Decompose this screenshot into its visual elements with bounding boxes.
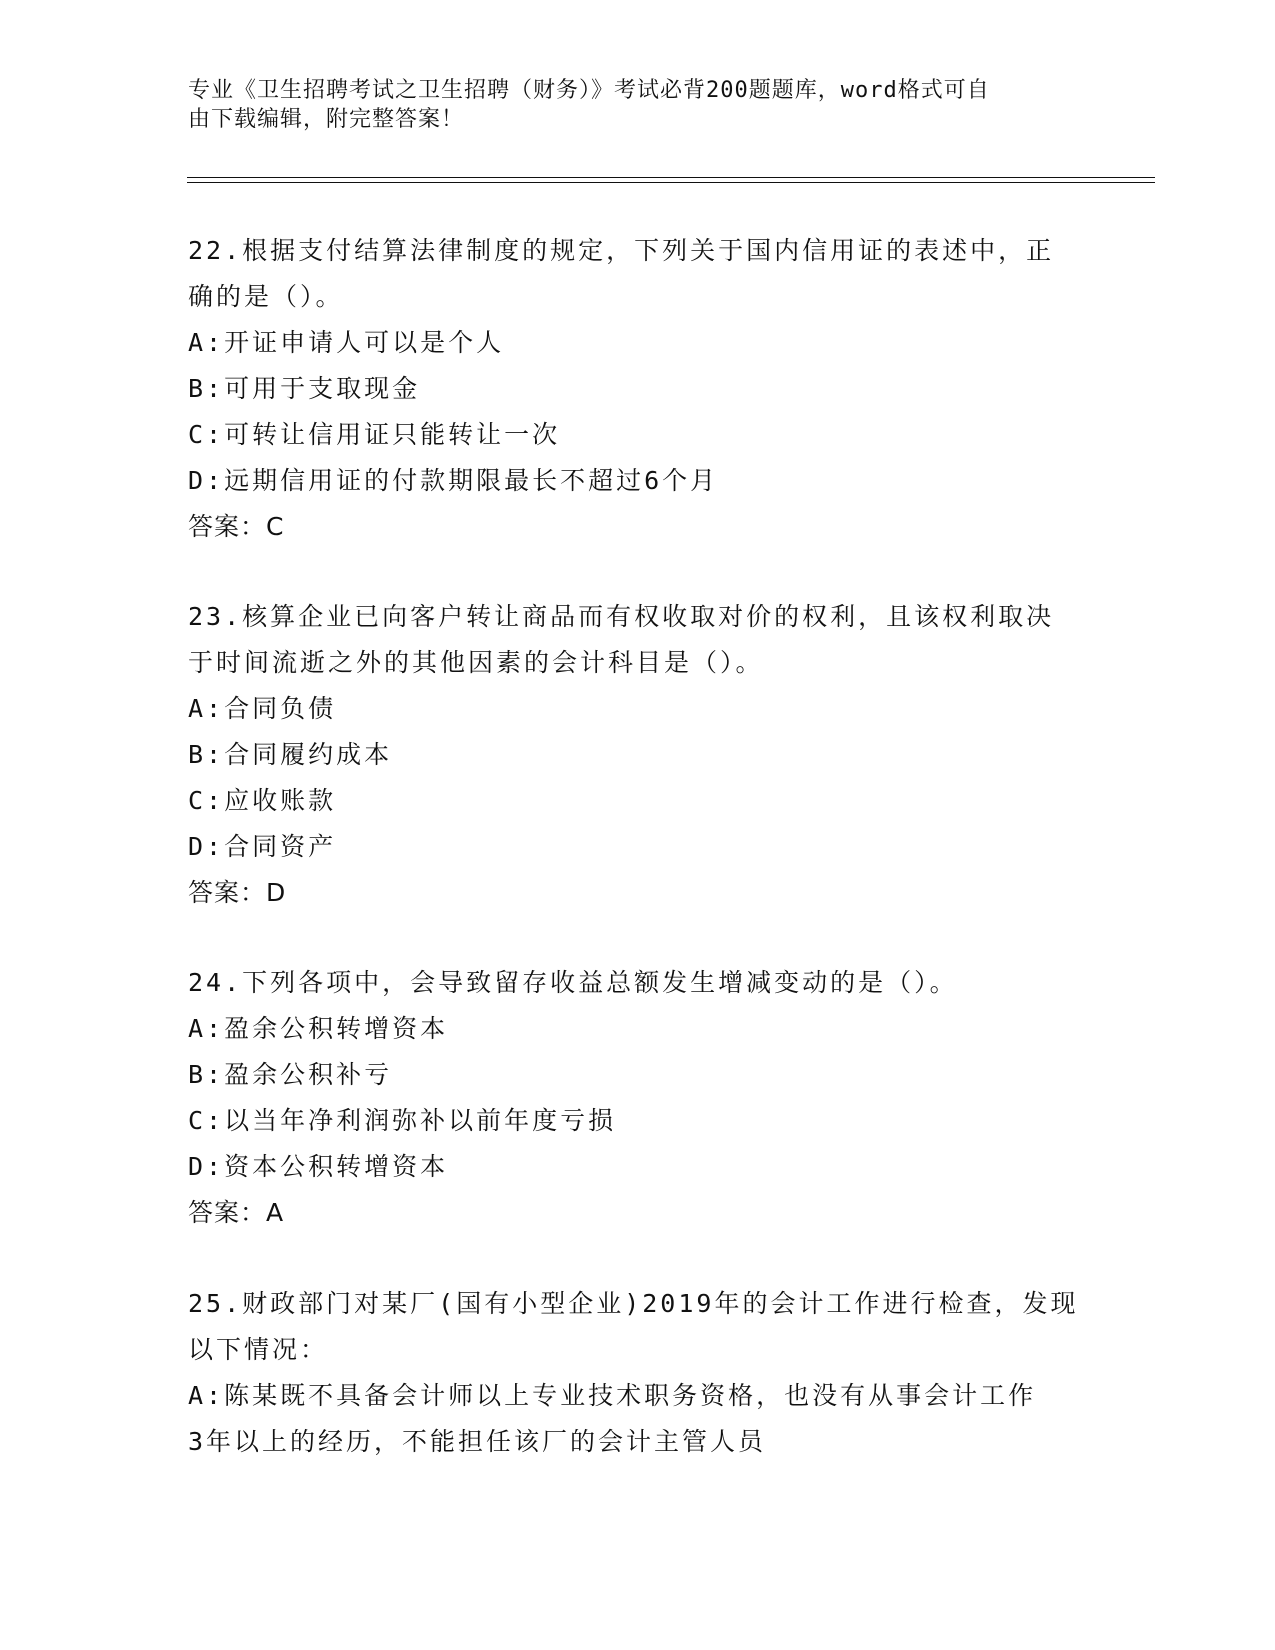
document-header [188,76,1068,134]
option-c: C:应收账款 [188,786,337,815]
option-b: B:合同履约成本 [188,740,393,769]
option-c: C:以当年净利润弥补以前年度亏损 [188,1106,617,1135]
option-d: D:远期信用证的付款期限最长不超过6个月 [188,466,719,495]
option-c: C:可转让信用证只能转让一次 [188,420,561,449]
option-d: D:资本公积转增资本 [188,1152,449,1181]
header-divider [187,182,1155,183]
question-22 [188,228,1088,550]
option-a: A:合同负债 [188,694,337,723]
question-stem: 以下情况： [188,1335,329,1364]
question-24 [188,960,1088,1236]
header-line: 专业《卫生招聘考试之卫生招聘（财务）》考试必背200题题库，word格式可自 [188,78,990,103]
option-a: A:陈某既不具备会计师以上专业技术职务资格，也没有从事会计工作 [188,1381,1037,1410]
answer: 答案：D [188,878,287,907]
question-stem: 确的是（）。 [188,282,344,311]
question-stem: 22.根据支付结算法律制度的规定，下列关于国内信用证的表述中，正 [188,236,1055,265]
question-25 [188,1281,1088,1465]
option-d: D:合同资产 [188,832,337,861]
option-a: A:开证申请人可以是个人 [188,328,505,357]
question-23 [188,594,1088,916]
answer: 答案：A [188,1198,285,1227]
question-stem: 24.下列各项中，会导致留存收益总额发生增减变动的是（）。 [188,968,958,997]
option-b: B:可用于支取现金 [188,374,421,403]
option-a: A:盈余公积转增资本 [188,1014,449,1043]
option-b: B:盈余公积补亏 [188,1060,393,1089]
question-stem: 于时间流逝之外的其他因素的会计科目是（）。 [188,648,764,677]
question-stem: 25.财政部门对某厂(国有小型企业)2019年的会计工作进行检查，发现 [188,1289,1079,1318]
header-line: 由下载编辑，附完整答案！ [188,107,465,132]
question-stem: 23.核算企业已向客户转让商品而有权收取对价的权利，且该权利取决 [188,602,1055,631]
answer: 答案：C [188,512,285,541]
header-divider [187,177,1155,178]
option-a-continued: 3年以上的经历，不能担任该厂的会计主管人员 [188,1427,767,1456]
